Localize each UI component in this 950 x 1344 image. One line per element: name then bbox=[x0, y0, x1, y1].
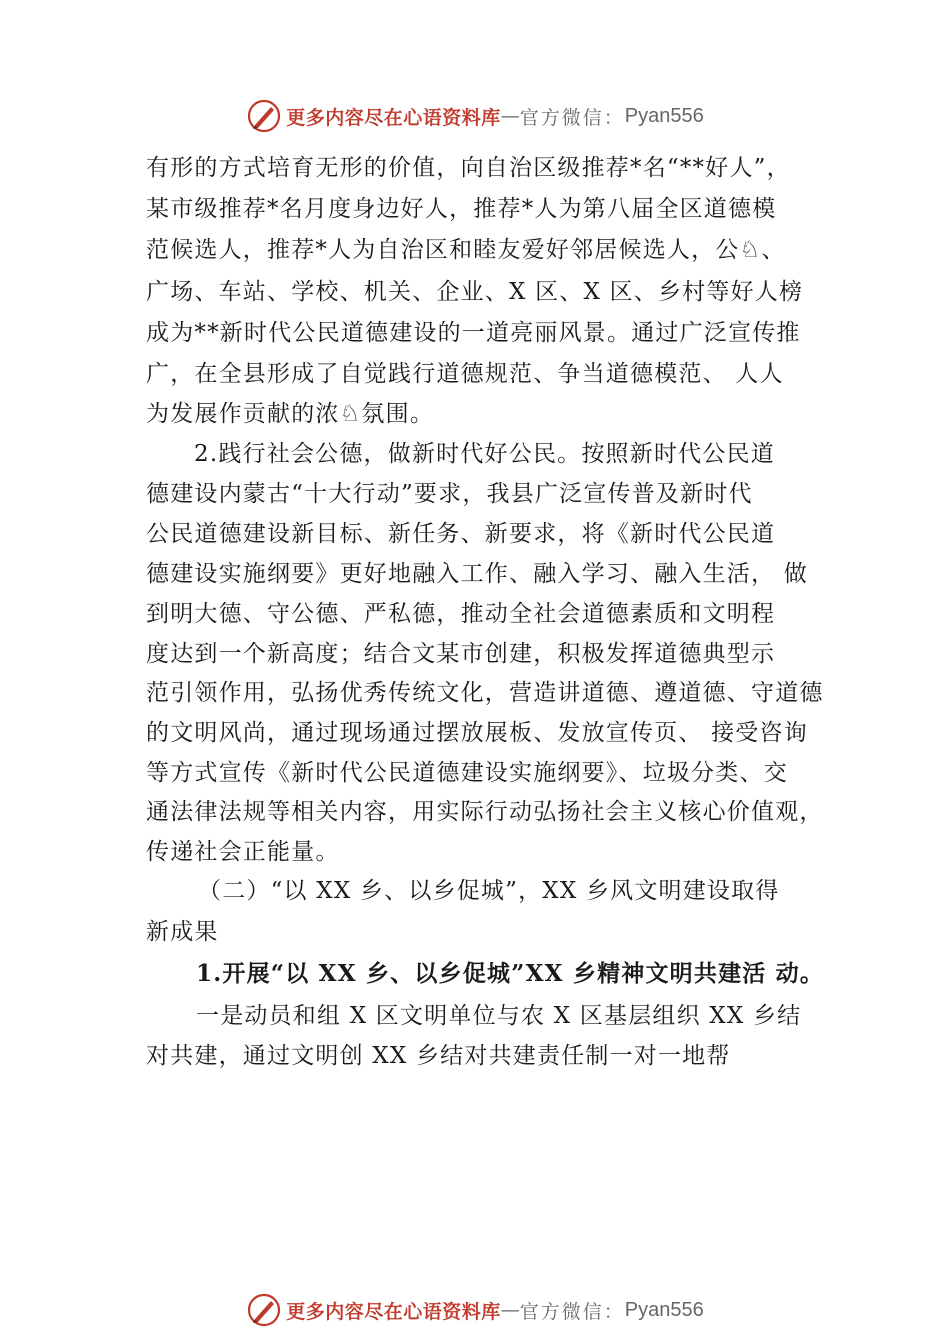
body-line: 德建设内蒙古“十大行动”要求，我县广泛宣传普及新时代 bbox=[146, 481, 753, 507]
body-line: 到明大德、守公德、严私德，推动全社会道德素质和文明程 bbox=[146, 601, 776, 627]
banner-separator: — bbox=[500, 105, 520, 127]
body-line: 传递社会正能量。 bbox=[146, 839, 340, 865]
body-line: 德建设实施纲要》更好地融入工作、融入学习、融入生活， 做 bbox=[146, 561, 808, 587]
body-line: 等方式宣传《新时代公民道德建设实施纲要》、垃圾分类、交 bbox=[146, 760, 788, 786]
section-heading-cont: 新成果 bbox=[146, 919, 219, 945]
pen-logo-icon bbox=[246, 1292, 282, 1328]
body-line: 范候选人，推荐*人为自治区和睦友爱好邻居候选人，公♘、 bbox=[146, 237, 786, 263]
body-line: 的文明风尚，通过现场通过摆放展板、发放宣传页、 接受咨询 bbox=[146, 720, 808, 746]
banner-text: 更多内容尽在心语资料库 bbox=[286, 106, 501, 129]
body-line: 某市级推荐*名月度身边好人，推荐*人为第八届全区道德模 bbox=[146, 196, 777, 222]
body-line: 2.践行社会公德，做新时代好公民。按照新时代公民道 bbox=[194, 441, 775, 467]
body-line: 成为**新时代公民道德建设的一道亮丽风景。通过广泛宣传推 bbox=[146, 320, 801, 346]
body-line: 一是动员和组 X 区文明单位与农 X 区基层组织 XX 乡结 bbox=[196, 1003, 802, 1029]
body-line: 广，在全县形成了自觉践行道德规范、争当道德模范、 人人 bbox=[146, 361, 784, 387]
subsection-heading: 1.开展“以 XX 乡、以乡促城”XX 乡精神文明共建活 动。 bbox=[196, 960, 825, 987]
banner-separator: — bbox=[500, 1299, 520, 1321]
body-line: 公民道德建设新目标、新任务、新要求，将《新时代公民道 bbox=[146, 521, 776, 547]
body-line: 为发展作贡献的浓♘氛围。 bbox=[146, 401, 435, 427]
body-line: 有形的方式培育无形的价值，向自治区级推荐*名“**好人”， bbox=[146, 155, 791, 181]
body-line: 通法律法规等相关内容，用实际行动弘扬社会主义核心价值观， bbox=[146, 799, 824, 825]
banner-text: 更多内容尽在心语资料库 bbox=[286, 1300, 501, 1323]
header-watermark bbox=[0, 96, 950, 136]
footer-watermark bbox=[0, 1290, 950, 1330]
body-line: 范引领作用，弘扬优秀传统文化，营造讲道德、遵道德、守道德 bbox=[146, 680, 824, 706]
body-line: 对共建，通过文明创 XX 乡结对共建责任制一对一地帮 bbox=[146, 1043, 731, 1069]
body-line: 度达到一个新高度；结合文某市创建，积极发挥道德典型示 bbox=[146, 641, 776, 667]
pen-logo-icon bbox=[246, 98, 282, 134]
banner-wechat-label: 官方微信： bbox=[519, 106, 625, 129]
banner-wechat-label: 官方微信： bbox=[519, 1300, 625, 1323]
banner-wechat-id: Pyan556 bbox=[624, 1298, 704, 1321]
body-line: 广场、车站、学校、机关、企业、X 区、X 区、乡村等好人榜 bbox=[146, 279, 804, 305]
section-heading: （二）“以 XX 乡、以乡促城”，XX 乡风文明建设取得 bbox=[198, 878, 780, 904]
banner-wechat-id: Pyan556 bbox=[624, 104, 704, 127]
